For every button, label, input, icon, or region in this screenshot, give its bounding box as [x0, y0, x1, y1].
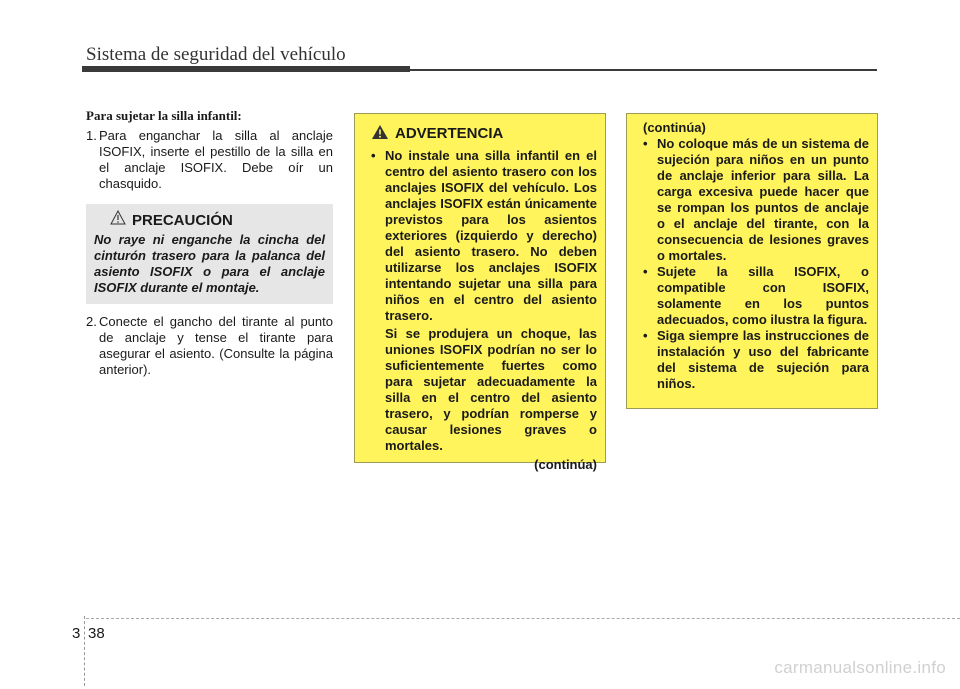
footer-divider-vertical	[84, 616, 86, 686]
warning-bullet-1: • No coloque más de un sistema de sujeción para niños en un punto de anclaje inferior para silla. La carga excesiva puede hacer que se rompan los puntos de anclaje o el anclaje del tirante, con la consecuencia de lesiones graves o mortales.	[635, 136, 869, 264]
warning-bullet-2: • Sujete la silla ISOFIX, o compatible con ISOFIX, solamente en los puntos adecuados, como ilustra la figura.	[635, 264, 869, 328]
left-column	[86, 108, 333, 378]
step-number: 2.	[86, 314, 97, 329]
header-rule-thick	[82, 66, 410, 72]
instruction-step-1	[86, 128, 333, 192]
caution-title: PRECAUCIÓN	[132, 211, 233, 229]
header-title: Sistema de seguridad del vehículo	[86, 44, 346, 65]
step-text: Conecte el gancho del tirante al punto de anclaje y tense el tirante para asegurar el asiento. (Consulte la página anterior).	[99, 314, 333, 377]
warning-box-2	[626, 113, 878, 409]
warning-bullet: • No instale una silla infantil en el centro del asiento trasero con los anclajes ISOFIX del vehículo. Los anclajes ISOFIX están únicamente previstos para los asientos exteriores (izquierdo y derecho) del asiento trasero. No deben utilizarse los anclajes ISOFIX intentando sujetar una silla para niños en el centro del asiento trasero.	[363, 148, 597, 324]
warning-header	[371, 124, 597, 144]
caution-text: No raye ni enganche la cincha del cinturón trasero para la palanca del asiento ISOFIX o para el anclaje ISOFIX durante el montaje.	[94, 232, 325, 295]
warning-paragraph: Si se produjera un choque, las uniones ISOFIX podrían no ser lo suficientemente fuertes como para sujetar adecuadamente la silla en el centro del asiento trasero, y podrían romperse y causar lesiones graves o mortales.	[385, 326, 597, 453]
watermark: carmanualsonline.info	[774, 658, 946, 677]
header-rule-thin	[410, 69, 877, 71]
warning-box-1	[354, 113, 606, 472]
continued-label: (continúa)	[643, 120, 706, 135]
step-number: 1.	[86, 128, 97, 143]
caution-header	[110, 210, 325, 230]
caution-box	[86, 204, 333, 304]
instruction-step-2	[86, 314, 333, 378]
section-number: 3	[72, 625, 81, 642]
continues-label: (continúa)	[534, 457, 597, 472]
warning-title: ADVERTENCIA	[395, 125, 504, 142]
instructions-subheading: Para sujetar la silla infantil:	[86, 108, 242, 123]
warning-triangle-filled-icon	[371, 124, 389, 144]
step-text: Para enganchar la silla al anclaje ISOFIX, inserte el pestillo de la silla en el anclaje ISOFIX. Debe oír un chasquido.	[99, 128, 333, 191]
warning-bullet-3: • Siga siempre las instrucciones de instalación y uso del fabricante del sistema de sujeción para niños.	[635, 328, 869, 392]
footer-divider-horizontal	[86, 618, 960, 619]
warning-triangle-outline-icon	[110, 210, 126, 230]
page-number: 38	[88, 625, 105, 642]
